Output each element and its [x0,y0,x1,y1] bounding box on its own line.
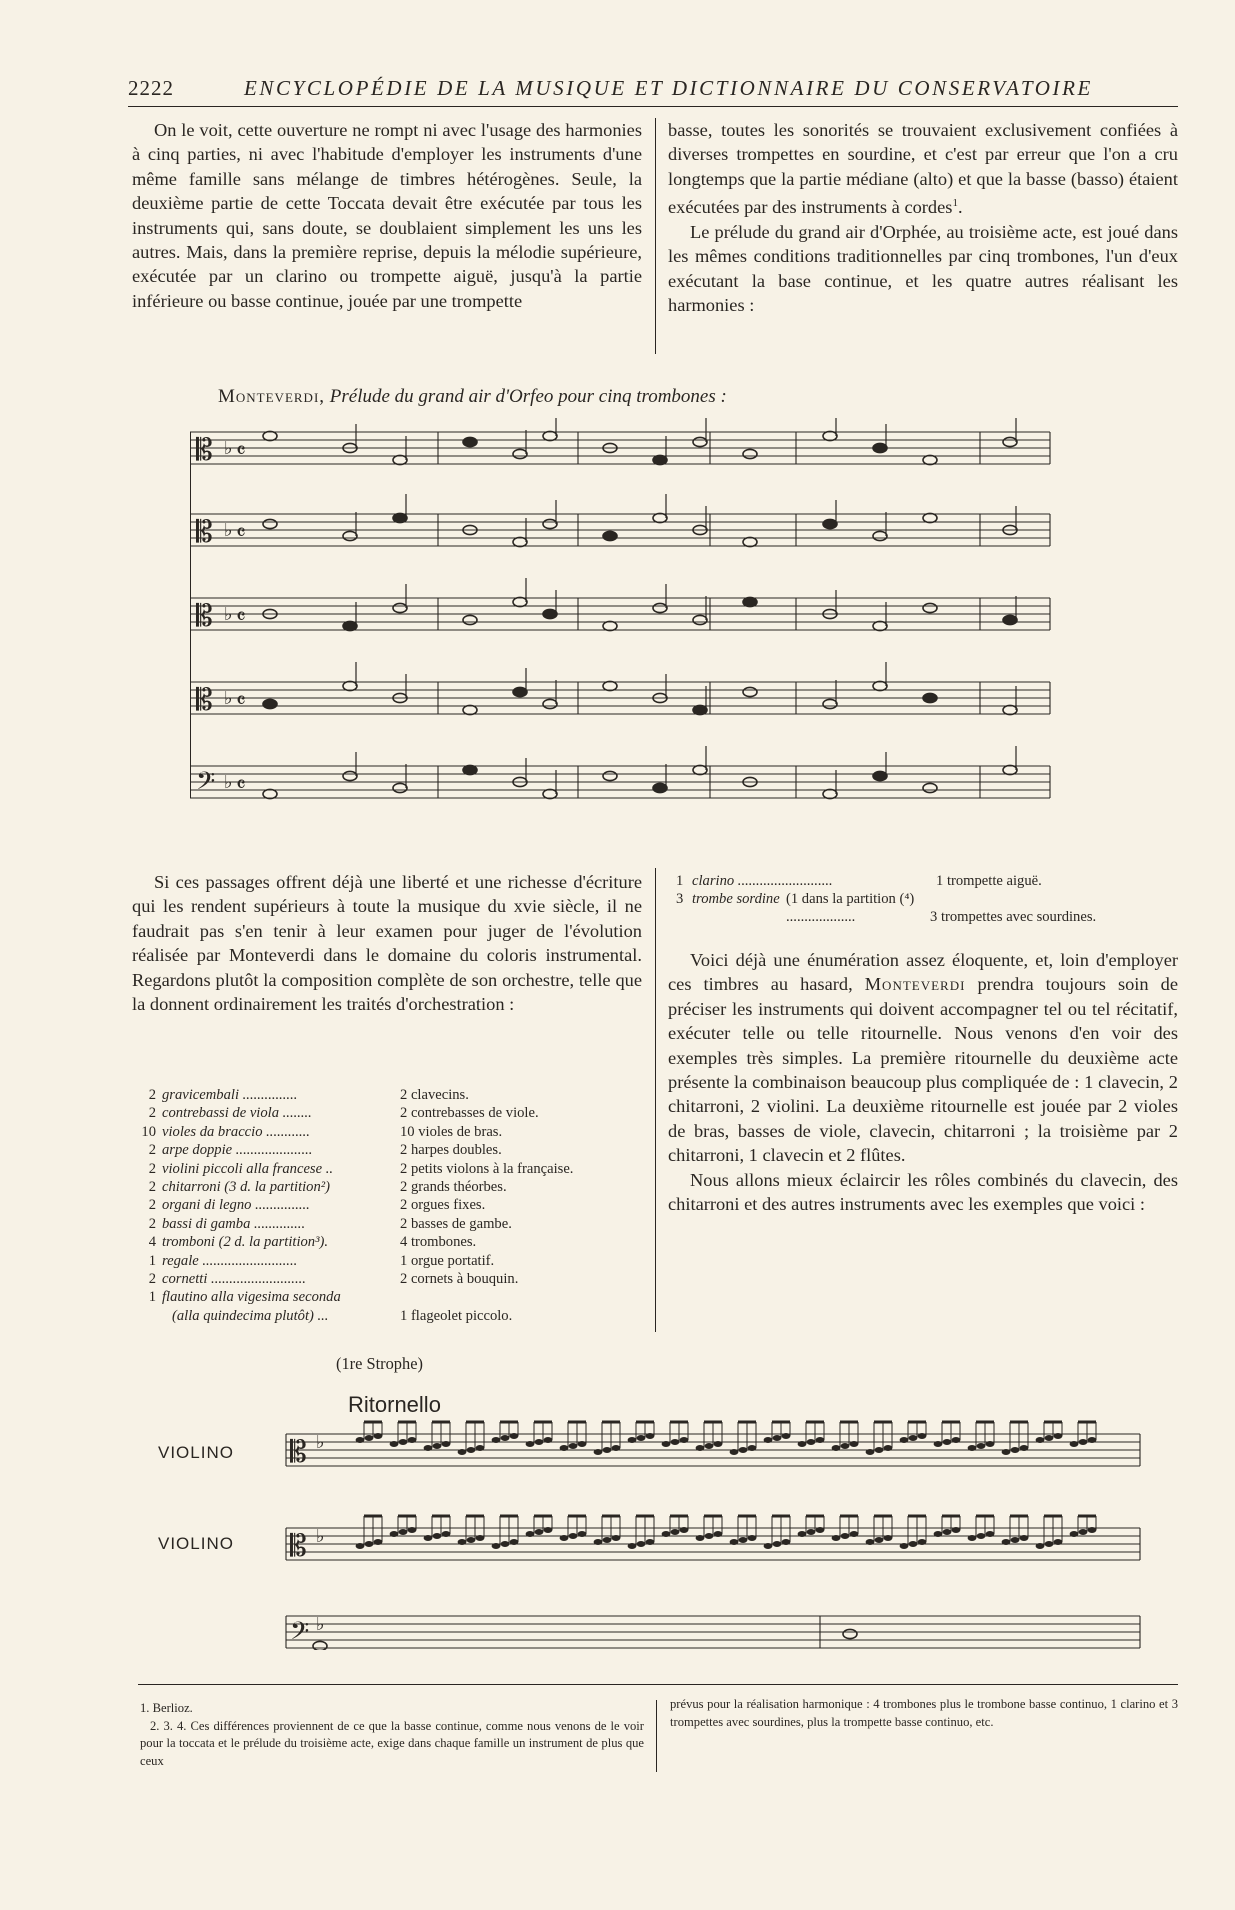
note-head [748,1445,757,1451]
flat-sign: ♭ [224,604,233,625]
note-head [680,1527,689,1533]
note-head [798,1441,807,1447]
list-item: 1 clarino .......................... 1 trompette aiguë. [676,873,1042,889]
note-head [510,1433,519,1439]
note-head [544,1437,553,1443]
note-head [263,699,277,708]
note-head [263,431,277,440]
note-head [832,1535,841,1541]
list-item: 1 flautino alla vigesima seconda [148,1289,341,1306]
page-number: 2222 [128,76,174,100]
note-head [513,449,527,458]
left-column-top [132,118,642,313]
note-head [873,771,887,780]
note-head [433,1443,442,1449]
note-head [873,621,887,630]
note-head [764,1543,773,1549]
list-item: 3 trombe sordine (1 dans la partition (⁴) ................... 3 trompettes avec sourdines. [676,891,1097,925]
note-head [875,1537,884,1543]
note-head [714,1531,723,1537]
note-head [628,1543,637,1549]
note-head [399,1439,408,1445]
note-head [743,537,757,546]
note-head [513,687,527,696]
note-head [1070,1531,1079,1537]
note-head [393,513,407,522]
note-head [782,1433,791,1439]
note-head [1054,1539,1063,1545]
note-head [501,1541,510,1547]
list-item: 2 cornetti .......................... 2 cornets à bouquin. [148,1270,519,1287]
note-head [374,1539,383,1545]
flat-sign: ♭ [224,520,233,541]
time-signature: 𝄴 [236,773,246,798]
note-head [653,603,667,612]
note-head [748,1535,757,1541]
note-head [594,1449,603,1455]
violino-label-2: VIOLINO [158,1534,234,1553]
flat-sign: ♭ [224,772,233,793]
note-head [501,1435,510,1441]
note-head [680,1437,689,1443]
note-head [1003,437,1017,446]
note-head [543,699,557,708]
note-head [1002,1449,1011,1455]
note-head [773,1541,782,1547]
note-head [952,1437,961,1443]
note-head [653,455,667,464]
page-header [128,76,1178,107]
note-head [968,1535,977,1541]
note-head [543,519,557,528]
note-head [693,615,707,624]
paragraph: basse, toutes les sonorités se trouvaient exclusivement confiées à diverses trompettes en sourdine, et c'est par erreur que l'on a cru longtemps que la partie médiane (alto) et que la basse (basso) étaient exécutées par des instruments à cordes$^1$. [668,120,1178,218]
list-item: 2 organi di legno ............... 2 orgues fixes. [148,1197,486,1214]
note-head [743,597,757,606]
score-trombones [190,418,1090,828]
note-head [263,789,277,798]
note-head [662,1531,671,1537]
note-head [671,1439,680,1445]
note-head [463,437,477,446]
note-head [374,1433,383,1439]
clef-sign: 𝄢 [196,767,216,802]
note-head [510,1539,519,1545]
note-head [986,1441,995,1447]
note-head [943,1439,952,1445]
note-head [866,1449,875,1455]
note-head [263,519,277,528]
note-head [458,1449,467,1455]
note-head [543,789,557,798]
note-head [782,1539,791,1545]
note-head [923,513,937,522]
note-head [578,1531,587,1537]
note-head [909,1435,918,1441]
left-column-mid [132,870,642,1016]
note-head [693,437,707,446]
note-head [850,1441,859,1447]
note-head [603,1537,612,1543]
note-head [463,765,477,774]
note-head [816,1527,825,1533]
paragraph: Si ces passages offrent déjà une liberté et une richesse d'écriture qui les rendent supérieurs à toute la musique du xvie siècle, il ne faudrait pas s'en tenir à leur examen pour juger de l'évolution réalisée par Monteverdi dans le domaine du coloris instrumental. Regardons plutôt la composition complète de son orchestre, telle que la donnent ordinairement les traités d'orchestration : [132,872,642,1015]
list-item: 2 arpe doppie ..................... 2 harpes doubles. [148,1142,502,1159]
note-head [764,1437,773,1443]
flat-sign: ♭ [224,438,233,459]
note-head [693,765,707,774]
violino-label-1: VIOLINO [158,1443,234,1462]
note-head [463,615,477,624]
note-head [873,443,887,452]
score-ritornello [280,1420,1180,1650]
note-head [560,1535,569,1541]
note-head [543,609,557,618]
note-head [918,1539,927,1545]
note-head [730,1449,739,1455]
note-head [637,1435,646,1441]
note-head [356,1543,365,1549]
time-signature: 𝄴 [236,689,246,714]
note-head [424,1535,433,1541]
note-head [1011,1537,1020,1543]
note-head [866,1539,875,1545]
clef-sign: 𝄡 [196,515,213,550]
flat-sign: ♭ [224,688,233,709]
note-head [832,1445,841,1451]
note-head [968,1445,977,1451]
note-head [543,431,557,440]
note-head [918,1433,927,1439]
note-head [408,1437,417,1443]
note-head [923,603,937,612]
note-head [1011,1447,1020,1453]
note-head [923,693,937,702]
note-head [884,1445,893,1451]
note-head [671,1529,680,1535]
note-head [730,1539,739,1545]
column-divider [655,868,656,1332]
note-head [823,789,837,798]
note-head [653,513,667,522]
time-signature: 𝄴 [236,521,246,546]
note-head [646,1433,655,1439]
note-head [1003,615,1017,624]
note-head [513,537,527,546]
note-head [628,1437,637,1443]
note-head [952,1527,961,1533]
footnote: prévus pour la réalisation harmonique : 4 trombones plus le trombone basse continuo, 1 clarino et 3 trompettes avec sourdines, plus la trompette basse continuo, etc. [670,1697,1178,1729]
footnote: 2. 3. 4. Ces différences proviennent de ce que la basse continue, comme nous venons de le voir pour la toccata et le prélude du troisième acte, exige dans chaque famille un instrument de plus que ceux [140,1718,644,1768]
note-head [823,699,837,708]
flat-sign: ♭ [316,1614,325,1635]
note-head [393,455,407,464]
list-item: 2 contrebassi de viola ........ 2 contrebasses de viole. [148,1105,539,1122]
note-head [560,1445,569,1451]
note-head [535,1439,544,1445]
note-head [569,1443,578,1449]
note-head [900,1543,909,1549]
note-head [739,1447,748,1453]
note-head [458,1539,467,1545]
note-head [714,1441,723,1447]
note-head [393,603,407,612]
footnotes-right [670,1696,1178,1731]
note-head [343,621,357,630]
note-head [873,531,887,540]
note-head [603,681,617,690]
note-head [343,681,357,690]
paragraph: Voici déjà une énumération assez éloquente, et, loin d'employer ces timbres au hasard, Monteverdi prendra toujours soin de préciser les instruments qui doivent accompagner tel ou tel récitatif, exécuter telle ou telle ritournelle. Nous venons d'en voir des exemples très simples. La première ritournelle du deuxième acte présente la combinaison beaucoup plus compliquée de : 1 clavecin, 2 chitarroni, 2 violini. La deuxième ritournelle est jouée par 2 violes de bras, basses de viole, clavecin, chitarroni ; la troisième par 2 chitarroni, 1 clavecin et 2 flûtes. [668,950,1178,1166]
note-head [467,1447,476,1453]
note-head [1003,765,1017,774]
note-head [424,1445,433,1451]
note-head [1088,1437,1097,1443]
note-head [900,1437,909,1443]
note-head [1036,1543,1045,1549]
orchestra-list [140,1086,574,1325]
note-head [343,531,357,540]
note-head [492,1543,501,1549]
note-head [923,783,937,792]
note-head [653,783,667,792]
note-head [986,1531,995,1537]
note-head [807,1529,816,1535]
clef-sign: 𝄡 [196,433,213,468]
list-item: (alla quindecima plutôt) ... 1 flageolet piccolo. [172,1307,513,1324]
footnotes-left [140,1700,644,1770]
paragraph: On le voit, cette ouverture ne rompt ni avec l'usage des harmonies à cinq parties, ni avec l'habitude d'employer les instruments d'une même famille sans mélange de timbres hétérogènes. Seule, la deuxième partie de cette Toccata devait être exécutée par tous les instruments qui, sans doute, se doublaient simplement les uns les autres. Mais, dans la première reprise, depuis la mélodie supérieure, exécutée par un clarino ou trompette aiguë, jusqu'à la partie inférieure ou basse continue, jouée par une trompette [132,120,642,311]
note-head [365,1541,374,1547]
example-caption: Monteverdi, Prélude du grand air d'Orfeo pour cinq trombones : [218,386,727,407]
note-head [1045,1435,1054,1441]
note-head [943,1529,952,1535]
flat-sign: ♭ [316,1526,325,1547]
note-head [637,1541,646,1547]
list-item: 10 violes da braccio ............ 10 violes de bras. [141,1123,503,1140]
ritornello-label: Ritornello [348,1392,441,1417]
list-item: 2 gravicembali ............... 2 clavecins. [148,1087,469,1103]
note-head [739,1537,748,1543]
note-head [816,1437,825,1443]
list-item: 2 chitarroni (3 d. la partition²) 2 grands théorbes. [148,1178,507,1195]
note-head [612,1445,621,1451]
note-head [1036,1437,1045,1443]
clef-sign: 𝄡 [196,599,213,634]
note-head [433,1533,442,1539]
note-head [603,621,617,630]
time-signature: 𝄴 [236,605,246,630]
note-head [923,455,937,464]
note-head [807,1439,816,1445]
note-head [841,1443,850,1449]
note-head [526,1531,535,1537]
note-head [743,449,757,458]
note-head [977,1533,986,1539]
note-head [343,771,357,780]
list-item: 2 bassi di gamba .............. 2 basses de gambe. [148,1215,512,1232]
note-head [1002,1539,1011,1545]
clef-sign: 𝄢 [290,1617,310,1650]
note-head [365,1435,374,1441]
note-head [390,1441,399,1447]
note-head [442,1531,451,1537]
note-head [1003,705,1017,714]
note-head [705,1443,714,1449]
flat-sign: ♭ [316,1432,325,1453]
note-head [875,1447,884,1453]
right-column-top [668,118,1178,317]
note-head [705,1533,714,1539]
note-head [934,1531,943,1537]
note-head [696,1535,705,1541]
note-head [1054,1433,1063,1439]
list-item: 2 violini piccoli alla francese .. 2 petits violons à la française. [148,1160,574,1177]
note-head [467,1537,476,1543]
note-head [977,1443,986,1449]
paragraph: Nous allons mieux éclaircir les rôles combinés du clavecin, des chitarroni et des autres instruments avec les exemples que voici : [668,1169,1178,1215]
paragraph: Le prélude du grand air d'Orphée, au troisième acte, est joué dans les mêmes conditions traditionnelles par cinq trombones, l'un d'eux exécutant la base continue, et les quatre autres réalisant les harmonies : [668,221,1178,315]
running-title: ENCYCLOPÉDIE DE LA MUSIQUE ET DICTIONNAIRE DU CONSERVATOIRE [244,76,1093,100]
note-head [798,1531,807,1537]
note-head [393,783,407,792]
clef-sign: 𝄡 [290,1529,307,1564]
note-head [693,705,707,714]
note-head [476,1535,485,1541]
footnote: 1. Berlioz. [140,1701,193,1715]
note-head [476,1445,485,1451]
list-item: 4 tromboni (2 d. la partition³). 4 trombones. [148,1234,477,1251]
column-divider [656,1700,657,1772]
note-head [603,531,617,540]
note-head [696,1445,705,1451]
note-head [535,1529,544,1535]
note-head [399,1529,408,1535]
note-head [578,1441,587,1447]
note-head [1020,1535,1029,1541]
note-head [544,1527,553,1533]
note-head [843,1629,857,1638]
note-head [884,1535,893,1541]
clef-sign: 𝄡 [290,1435,307,1470]
note-head [850,1531,859,1537]
time-signature: 𝄴 [236,439,246,464]
note-head [356,1437,365,1443]
column-divider [655,118,656,354]
note-head [873,681,887,690]
note-head [492,1437,501,1443]
note-head [1020,1445,1029,1451]
note-head [1079,1439,1088,1445]
note-head [743,687,757,696]
note-head [1070,1441,1079,1447]
strophe-label: (1re Strophe) [336,1354,423,1373]
note-head [612,1535,621,1541]
note-head [841,1533,850,1539]
note-head [1045,1541,1054,1547]
footnote-rule [138,1684,1178,1685]
note-head [662,1441,671,1447]
note-head [823,431,837,440]
clef-sign: 𝄡 [196,683,213,718]
note-head [603,1447,612,1453]
note-head [442,1441,451,1447]
note-head [823,519,837,528]
note-head [603,771,617,780]
note-head [526,1441,535,1447]
note-head [594,1539,603,1545]
right-column-mid [668,948,1178,1216]
note-head [773,1435,782,1441]
note-head [569,1533,578,1539]
note-head [513,597,527,606]
note-head [313,1641,327,1650]
note-head [463,705,477,714]
note-head [909,1541,918,1547]
note-head [934,1441,943,1447]
note-head [1088,1527,1097,1533]
note-head [390,1531,399,1537]
list-item: 1 regale .......................... 1 orgue portatif. [148,1252,495,1269]
note-head [1079,1529,1088,1535]
note-head [408,1527,417,1533]
trumpet-list [676,872,1186,926]
note-head [646,1539,655,1545]
